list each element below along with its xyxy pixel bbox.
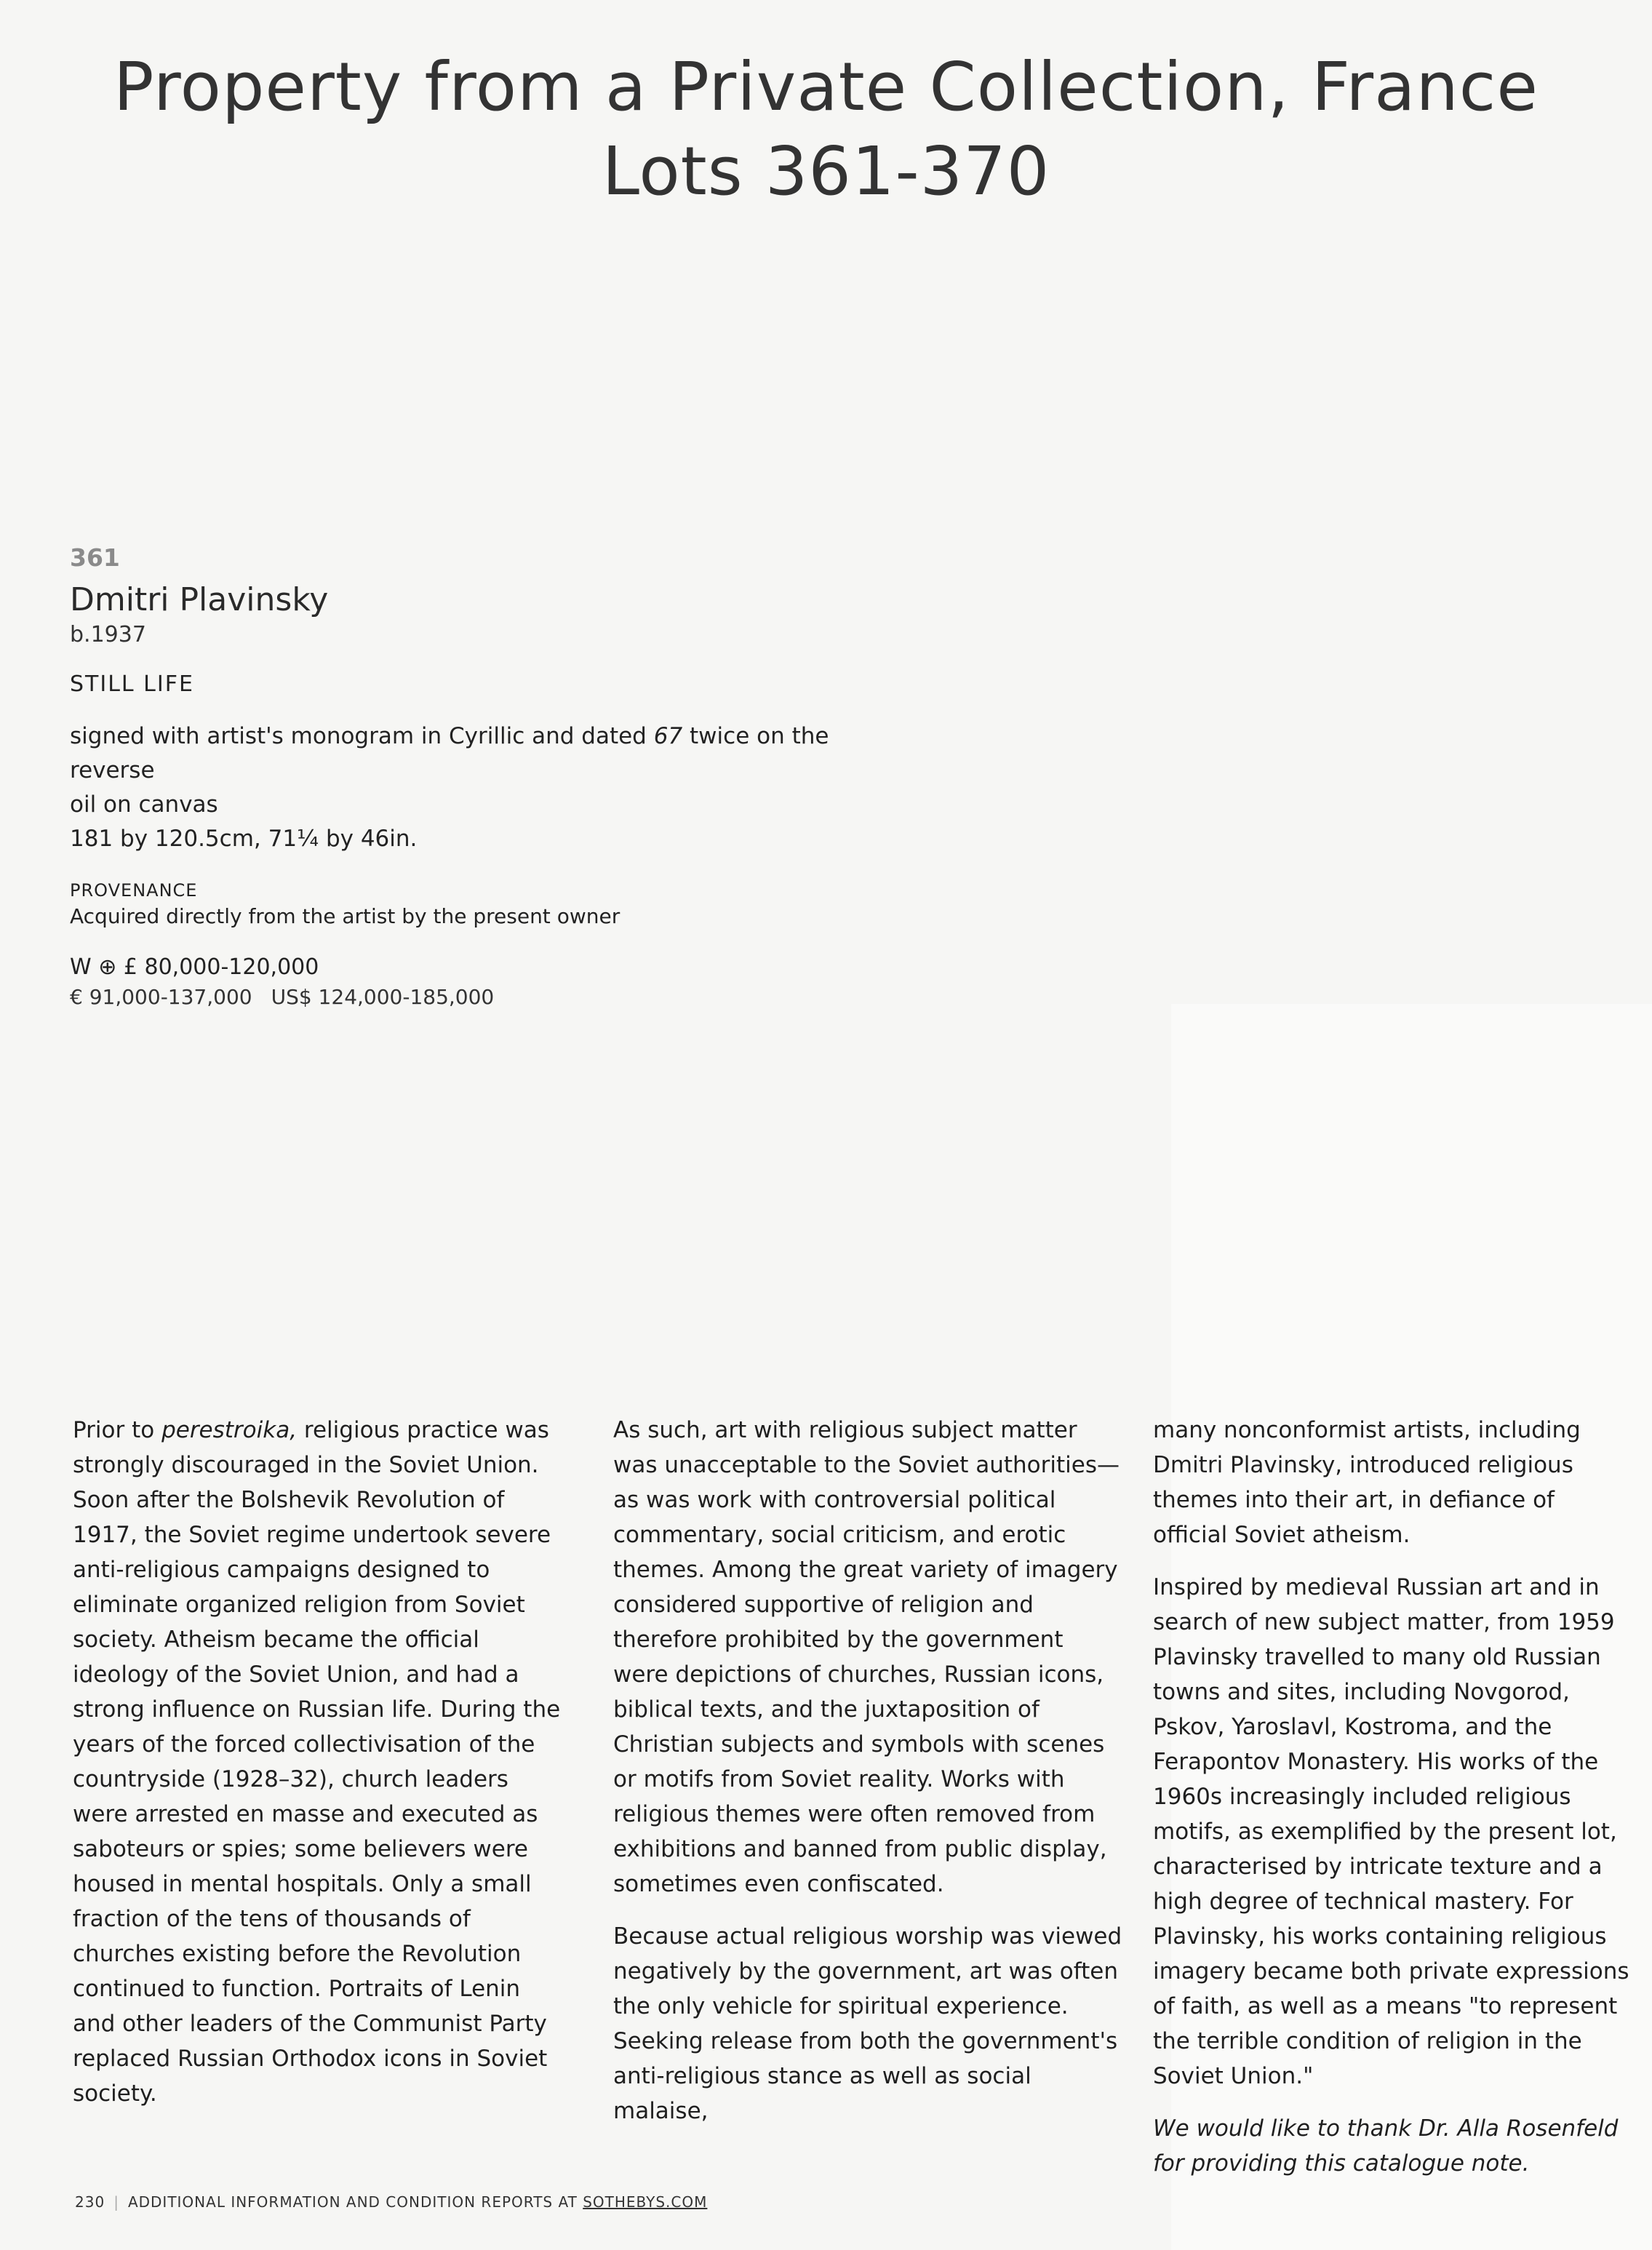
inscription-date: 67 <box>653 723 683 749</box>
estimate-usd: US$ 124,000-185,000 <box>271 985 495 1009</box>
title-line-1: Property from a Private Collection, France <box>113 48 1539 126</box>
estimate-eur: € 91,000-137,000 <box>70 985 252 1009</box>
provenance-heading: PROVENANCE <box>70 880 198 901</box>
essay-paragraph: Prior to perestroika, religious practice was strongly discouraged in the Soviet Union. Soon after the Bolshevik Revolution of 1917, the Soviet regime undertook severe anti-religious campaigns designed to eliminate organized religion from Soviet society. Atheism became the official ideology of the Soviet Union, and had a strong influence on Russian life. During the years of the forced collectivisation of the countryside (1928–32), church leaders were arrested en masse and executed as saboteurs or spies; some believers were housed in mental hospitals. Only a small fraction of the tens of thousands of churches existing before the Revolution continued to function. Portraits of Lenin and other leaders of the Communist Party replaced Russian Orthodox icons in Soviet society. <box>73 1417 561 2107</box>
website-link[interactable]: SOTHEBYS.COM <box>583 2193 708 2211</box>
essay-column-1 <box>73 1413 567 2129</box>
artist-name: Dmitri Plavinsky <box>70 581 329 618</box>
estimate-other-currencies <box>70 983 870 1012</box>
page-number: 230 <box>75 2193 105 2211</box>
lot-entry <box>70 542 870 1012</box>
estimate-gbp: W ⊕ £ 80,000-120,000 <box>70 954 319 980</box>
title-line-2: Lots 361-370 <box>602 132 1050 210</box>
dimensions: 181 by 120.5cm, 71¼ by 46in. <box>70 826 418 852</box>
essay-column-2 <box>613 1413 1122 2146</box>
italic-term: perestroika, <box>161 1417 298 1443</box>
inscription-continued: reverse <box>70 757 155 783</box>
provenance-text: Acquired directly from the artist by the present owner <box>70 904 621 928</box>
essay-column-3 <box>1153 1413 1633 2198</box>
essay-paragraph: Because actual religious worship was viewed negatively by the government, art was often the only vehicle for spiritual experience. Seeking release from both the government's anti-religious stance as well as social malaise, <box>613 1923 1122 2124</box>
footer-text: ADDITIONAL INFORMATION AND CONDITION REPORTS AT <box>127 2193 583 2211</box>
essay-paragraph: As such, art with religious subject matter was unacceptable to the Soviet authorities—as was work with controversial political commentary, social criticism, and erotic themes. Among the great variety of imagery considered supportive of religion and therefore prohibited by the government were depictions of churches, Russian icons, biblical texts, and the juxtaposition of Christian subjects and symbols with scenes or motifs from Soviet reality. Works with religious themes were often removed from exhibitions and banned from public display, sometimes even confiscated. <box>613 1417 1120 1897</box>
lot-details <box>70 719 870 856</box>
inscription: signed with artist's monogram in Cyrillic and dated 67 twice on the <box>70 723 829 749</box>
work-title: STILL LIFE <box>70 671 194 697</box>
artist-born: b.1937 <box>70 622 146 647</box>
page-title <box>0 45 1652 214</box>
lot-number: 361 <box>70 543 120 572</box>
essay-paragraph: many nonconformist artists, including Dmitri Plavinsky, introduced religious themes into their art, in defiance of official Soviet atheism. <box>1153 1417 1581 1548</box>
medium: oil on canvas <box>70 791 218 818</box>
acknowledgement: We would like to thank Dr. Alla Rosenfeld for providing this catalogue note. <box>1153 2115 1619 2177</box>
essay-paragraph: Inspired by medieval Russian art and in search of new subject matter, from 1959 Plavinsky travelled to many old Russian towns and sites, including Novgorod, Pskov, Yaroslavl, Kostroma, and the Ferapontov Monastery. His works of the 1960s increasingly included religious motifs, as exemplified by the present lot, characterised by intricate texture and a high degree of technical mastery. For Plavinsky, his works containing religious imagery became both private expressions of faith, as well as a means "to represent the terrible condition of religion in the Soviet Union." <box>1153 1574 1629 2089</box>
footer-divider: | <box>113 2193 119 2211</box>
page-footer <box>75 2192 707 2212</box>
